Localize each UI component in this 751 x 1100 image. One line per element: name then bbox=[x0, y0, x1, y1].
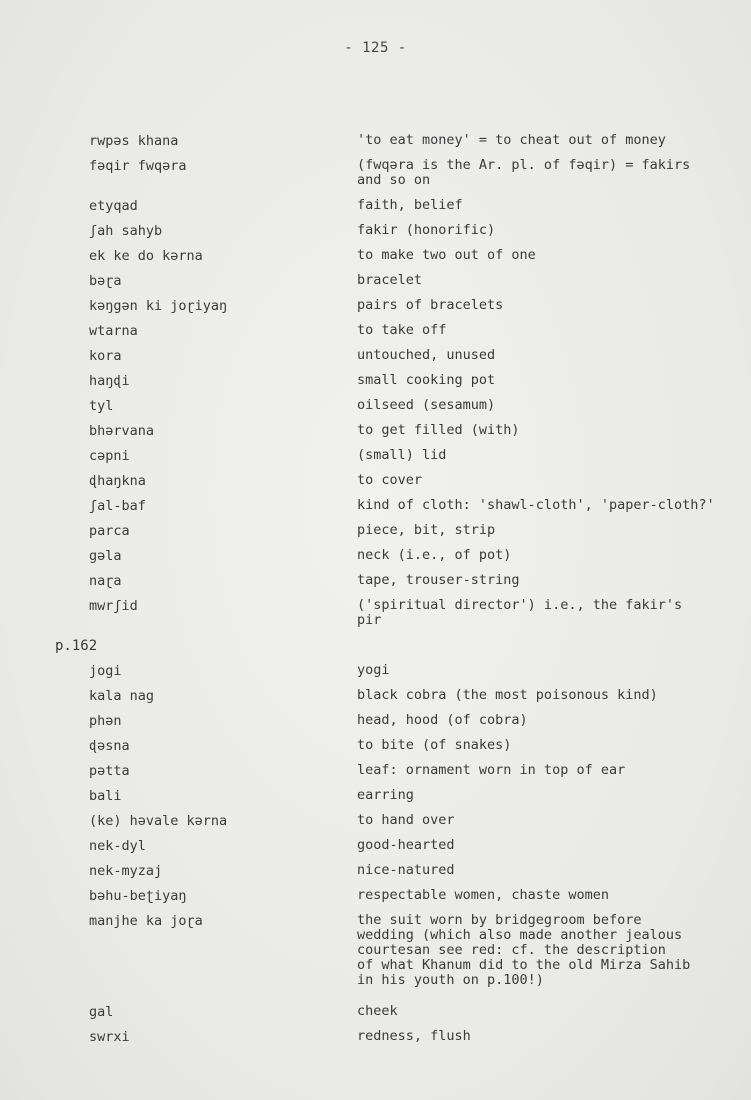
entry-term: kəŋgən ki joɽiyaŋ bbox=[89, 298, 228, 314]
entry-gloss: (fwqəra is the Ar. pl. of fəqir) = fakirs and so on bbox=[357, 157, 691, 188]
entry-term: gal bbox=[89, 1004, 114, 1020]
glossary-list bbox=[0, 130, 751, 1051]
entry-gloss: good-hearted bbox=[357, 837, 455, 853]
glossary-entry bbox=[0, 910, 751, 1001]
entry-term: ɖəsna bbox=[89, 738, 130, 754]
glossary-group-b bbox=[0, 660, 751, 1051]
entry-gloss: faith, belief bbox=[357, 197, 463, 213]
entry-gloss: head, hood (of cobra) bbox=[357, 712, 528, 728]
entry-term: kora bbox=[89, 348, 122, 364]
entry-term: bəhu-beʈiyaŋ bbox=[89, 888, 187, 904]
glossary-entry bbox=[0, 660, 751, 685]
entry-term: cəpni bbox=[89, 448, 130, 464]
glossary-entry bbox=[0, 710, 751, 735]
entry-gloss: bracelet bbox=[357, 272, 423, 288]
entry-gloss: black cobra (the most poisonous kind) bbox=[357, 687, 658, 703]
entry-gloss: 'to eat money' = to cheat out of money bbox=[357, 132, 666, 148]
glossary-entry bbox=[0, 885, 751, 910]
glossary-entry bbox=[0, 495, 751, 520]
glossary-entry bbox=[0, 320, 751, 345]
entry-gloss: redness, flush bbox=[357, 1028, 471, 1044]
glossary-entry bbox=[0, 445, 751, 470]
entry-term: mwrʃid bbox=[89, 598, 138, 614]
entry-term: fəqir fwqəra bbox=[89, 158, 187, 174]
glossary-entry bbox=[0, 470, 751, 495]
entry-gloss: fakir (honorific) bbox=[357, 222, 496, 238]
glossary-entry bbox=[0, 295, 751, 320]
entry-term: swrxi bbox=[89, 1029, 130, 1045]
page-number: - 125 - bbox=[344, 40, 407, 56]
entry-gloss: small cooking pot bbox=[357, 372, 496, 388]
entry-gloss: leaf: ornament worn in top of ear bbox=[357, 762, 626, 778]
entry-term: manjhe ka joɽa bbox=[89, 913, 203, 929]
entry-term: phən bbox=[89, 713, 122, 729]
entry-term: pətta bbox=[89, 763, 130, 779]
entry-gloss: tape, trouser-string bbox=[357, 572, 520, 588]
entry-term: kala nag bbox=[89, 688, 155, 704]
entry-term: naɽa bbox=[89, 573, 122, 589]
entry-term: ɖhaŋkna bbox=[89, 473, 146, 489]
entry-term: bhərvana bbox=[89, 423, 155, 439]
glossary-entry bbox=[0, 420, 751, 445]
entry-term: wtarna bbox=[89, 323, 138, 339]
entry-gloss: nice-natured bbox=[357, 862, 455, 878]
glossary-entry bbox=[0, 370, 751, 395]
entry-gloss: piece, bit, strip bbox=[357, 522, 496, 538]
section-label bbox=[0, 635, 751, 660]
glossary-entry bbox=[0, 1026, 751, 1051]
glossary-entry bbox=[0, 220, 751, 245]
entry-gloss: to bite (of snakes) bbox=[357, 737, 512, 753]
entry-term: nek-myzaj bbox=[89, 863, 163, 879]
entry-gloss: yogi bbox=[357, 662, 390, 678]
glossary-entry bbox=[0, 810, 751, 835]
glossary-entry bbox=[0, 595, 751, 635]
entry-term: ek ke do kərna bbox=[89, 248, 203, 264]
entry-term: tyl bbox=[89, 398, 114, 414]
entry-gloss: (small) lid bbox=[357, 447, 447, 463]
glossary-entry bbox=[0, 130, 751, 155]
entry-gloss: neck (i.e., of pot) bbox=[357, 547, 512, 563]
entry-gloss: to cover bbox=[357, 472, 423, 488]
entry-gloss: kind of cloth: 'shawl-cloth', 'paper-cloth?' bbox=[357, 497, 715, 513]
entry-gloss: to hand over bbox=[357, 812, 455, 828]
entry-gloss: pairs of bracelets bbox=[357, 297, 504, 313]
glossary-entry bbox=[0, 760, 751, 785]
entry-term: jogi bbox=[89, 663, 122, 679]
entry-term: nek-dyl bbox=[89, 838, 146, 854]
entry-term: ʃal-baf bbox=[89, 498, 146, 514]
entry-gloss: to take off bbox=[357, 322, 447, 338]
glossary-entry bbox=[0, 270, 751, 295]
glossary-entry bbox=[0, 545, 751, 570]
entry-term: haŋɖi bbox=[89, 373, 130, 389]
entry-term: gəla bbox=[89, 548, 122, 564]
glossary-entry bbox=[0, 860, 751, 885]
entry-gloss: oilseed (sesamum) bbox=[357, 397, 496, 413]
glossary-entry bbox=[0, 735, 751, 760]
entry-gloss: to get filled (with) bbox=[357, 422, 520, 438]
glossary-entry bbox=[0, 570, 751, 595]
glossary-entry bbox=[0, 520, 751, 545]
glossary-entry bbox=[0, 345, 751, 370]
glossary-entry bbox=[0, 785, 751, 810]
section-label-text: p.162 bbox=[55, 638, 98, 654]
entry-gloss: earring bbox=[357, 787, 414, 803]
glossary-group-a bbox=[0, 130, 751, 635]
entry-term: etyqad bbox=[89, 198, 138, 214]
glossary-entry bbox=[0, 395, 751, 420]
glossary-entry bbox=[0, 685, 751, 710]
entry-term: ʃah sahyb bbox=[89, 223, 163, 239]
entry-term: bəɽa bbox=[89, 273, 122, 289]
entry-gloss: the suit worn by bridgegroom before wedding (which also made another jealous courtesan see red: cf. the description of what Khanum did to the old Mirza Sahib in his youth on p.100!) bbox=[357, 912, 691, 988]
entry-term: bali bbox=[89, 788, 122, 804]
entry-term: (ke) həvale kərna bbox=[89, 813, 228, 829]
glossary-entry bbox=[0, 195, 751, 220]
glossary-entry bbox=[0, 835, 751, 860]
glossary-entry bbox=[0, 245, 751, 270]
entry-gloss: cheek bbox=[357, 1003, 398, 1019]
entry-term: parca bbox=[89, 523, 130, 539]
entry-gloss: to make two out of one bbox=[357, 247, 536, 263]
entry-term: rwpəs khana bbox=[89, 133, 179, 149]
entry-gloss: untouched, unused bbox=[357, 347, 496, 363]
glossary-entry bbox=[0, 1001, 751, 1026]
entry-gloss: respectable women, chaste women bbox=[357, 887, 609, 903]
entry-gloss: ('spiritual director') i.e., the fakir's pir bbox=[357, 597, 683, 628]
glossary-entry bbox=[0, 155, 751, 195]
